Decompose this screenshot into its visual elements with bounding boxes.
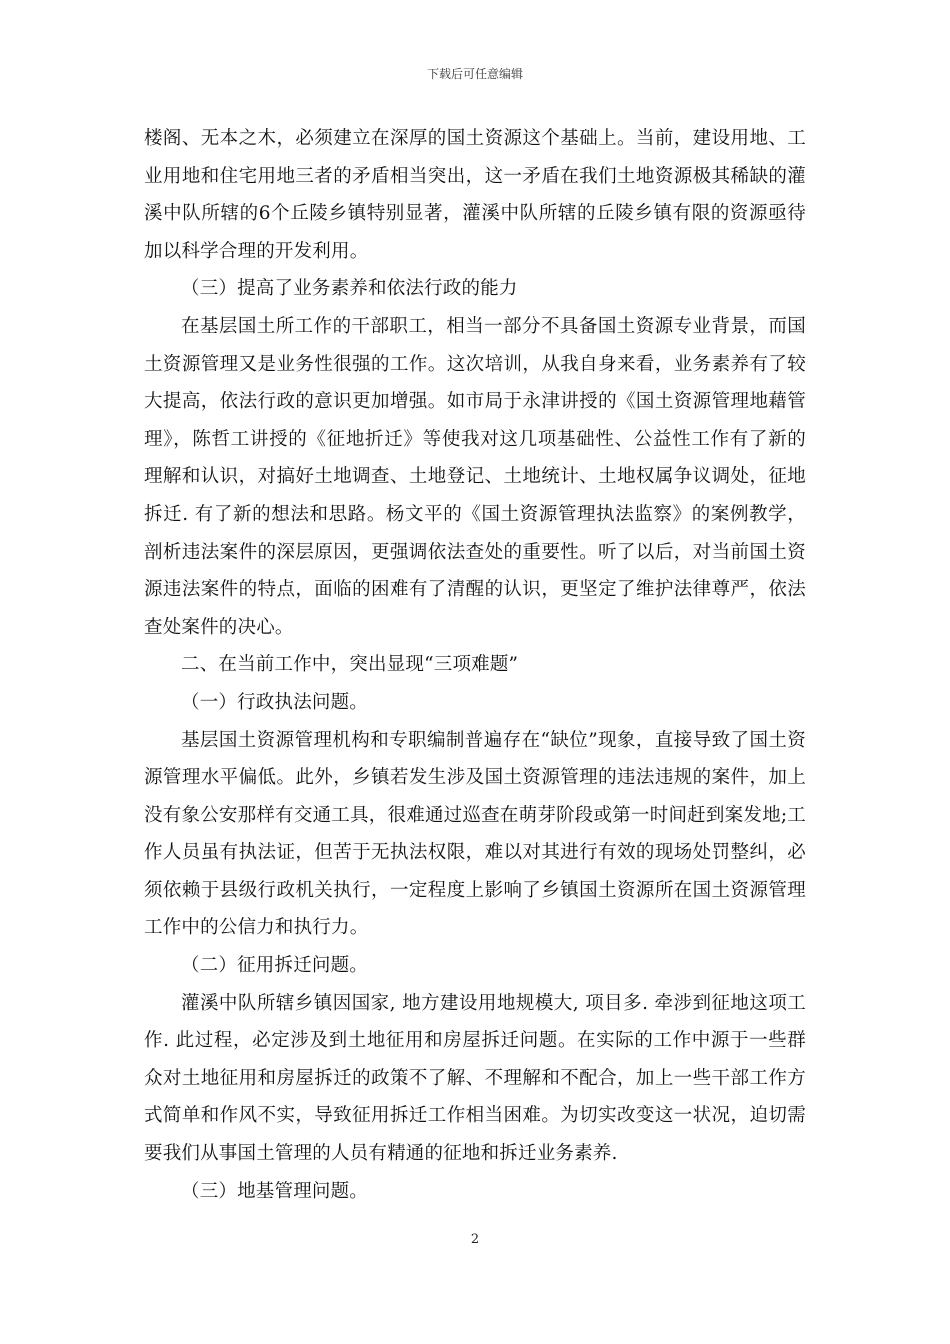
paragraph-law-enforcement: 基层国土资源管理机构和专职编制普遍存在“缺位”现象，直接导致了国土资源管理水平偏低。此外，乡镇若发生涉及国土资源管理的违法违规的案件，加上没有象公安那样有交通工具，很难通过巡查在萌芽阶段或第一时间赶到案发地;工作人员虽有执法证，但苦于无执法权限，难以对其进行有效的现场处罚整纠，必须依赖于县级行政机关执行，一定程度上影响了乡镇国土资源所在国土资源管理工作中的公信力和执行力。 — [144, 729, 806, 939]
subheading-expropriation: （二）征用拆迁问题。 — [181, 955, 369, 977]
document-body — [144, 120, 806, 1210]
paragraph-expropriation: 灌溪中队所辖乡镇因国家, 地方建设用地规模大, 项目多. 牵涉到征地这项工作. 此过程，必定涉及到土地征用和房屋拆迁问题。在实际的工作中源于一些群众对土地征用和房屋拆迁的政策不了解、不理解和不配合，加上一些干部工作方式简单和作风不实，导致征用拆迁工作相当困难。为切实改变这一状况，迫切需要我们从事国土管理的人员有精通的征地和拆迁业务素养. — [144, 992, 806, 1165]
page-header: 下载后可任意编辑 — [426, 67, 523, 81]
paragraph-training-effects: 在基层国土所工作的干部职工，相当一部分不具备国土资源专业背景，而国土资源管理又是业务性很强的工作。这次培训，从我自身来看，业务素养有了较大提高，依法行政的意识更加增强。如市局于永津讲授的《国土资源管理地藉管理》，陈哲工讲授的《征地折迁》等使我对这几项基础性、公益性工作有了新的理解和认识，对搞好土地调查、土地登记、土地统计、土地权属争议调处，征地拆迁. 有了新的想法和思路。杨文平的《国土资源管理执法监察》的案例教学，剖析违法案件的深层原因，更强调依法查处的重要性。听了以后，对当前国土资源违法案件的特点，面临的困难有了清醒的认识，更坚定了维护法律尊严，依法查处案件的决心。 — [144, 315, 806, 638]
section-heading-three-problems: 二、在当前工作中，突出显现“三项难题” — [181, 654, 519, 676]
page-number: 2 — [470, 1232, 480, 1247]
paragraph-continuation: 楼阁、无本之木，必须建立在深厚的国土资源这个基础上。当前，建设用地、工业用地和住宅用地三者的矛盾相当突出，这一矛盾在我们土地资源极其稀缺的灌溪中队所辖的6个丘陵乡镇特别显著，灌溪中队所辖的丘陵乡镇有限的资源亟待加以科学合理的开发利用。 — [144, 128, 806, 262]
subheading-law-enforcement: （一）行政执法问题。 — [181, 691, 369, 713]
subheading-foundation-management: （三）地基管理问题。 — [181, 1180, 369, 1202]
section-heading-improve-ability: （三）提高了业务素养和依法行政的能力 — [181, 278, 518, 300]
